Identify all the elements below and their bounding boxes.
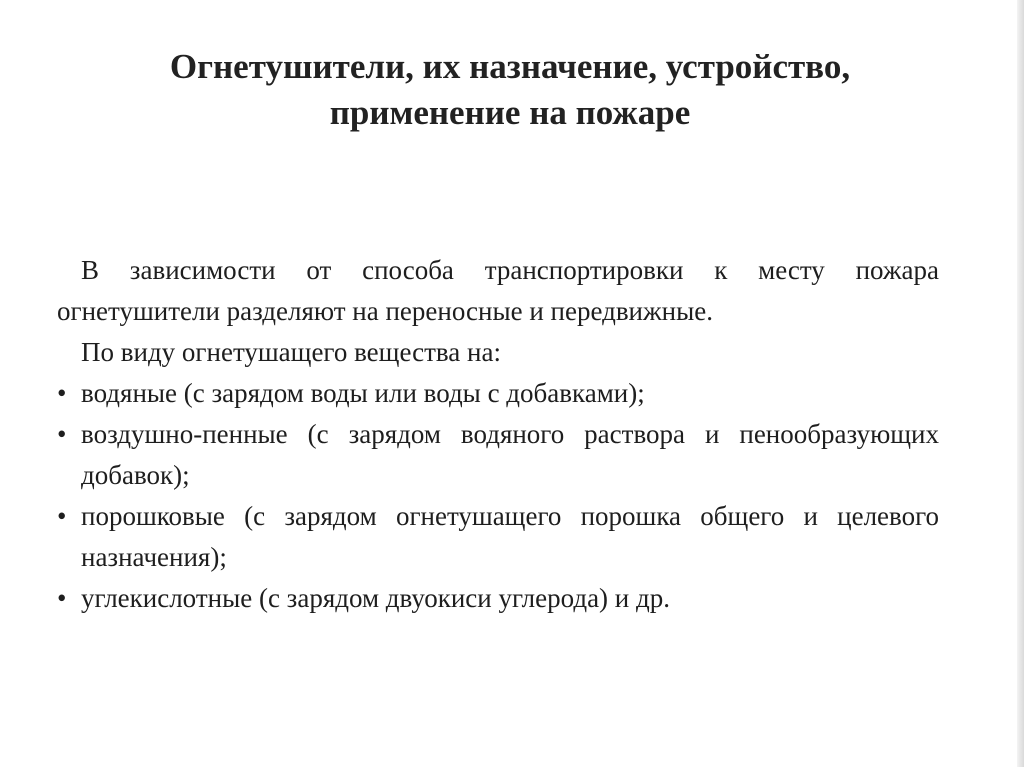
list-item [57, 373, 939, 414]
list-item [57, 414, 939, 496]
list-item [57, 496, 939, 578]
paragraph-agent-type: По виду огнетушащего вещества на: [81, 337, 501, 367]
bullet-icon: • [57, 501, 67, 531]
slide-edge-shadow [1017, 0, 1024, 767]
slide-title [80, 44, 940, 136]
list-item-text: воздушно-пенные (с зарядом водяного раствора и пенообразующих добавок); [81, 419, 939, 490]
paragraph-transport: В зависимости от способа транспортировки к месту пожара огнетушители разделяют на переносные и передвижные. [57, 255, 939, 326]
bullet-icon: • [57, 583, 67, 613]
list-item-text: водяные (с зарядом воды или воды с добавками); [81, 378, 645, 408]
bullet-icon: • [57, 419, 67, 449]
list-item-text: порошковые (с зарядом огнетушащего порошка общего и целевого назначения); [81, 501, 939, 572]
bullet-icon: • [57, 378, 67, 408]
list-item [57, 578, 939, 619]
slide-body [57, 250, 939, 619]
list-item-text: углекислотные (с зарядом двуокиси углерода) и др. [81, 583, 670, 613]
title-line-1: Огнетушители, их назначение, устройство, [169, 47, 851, 86]
title-line-2: применение на пожаре [329, 93, 691, 132]
